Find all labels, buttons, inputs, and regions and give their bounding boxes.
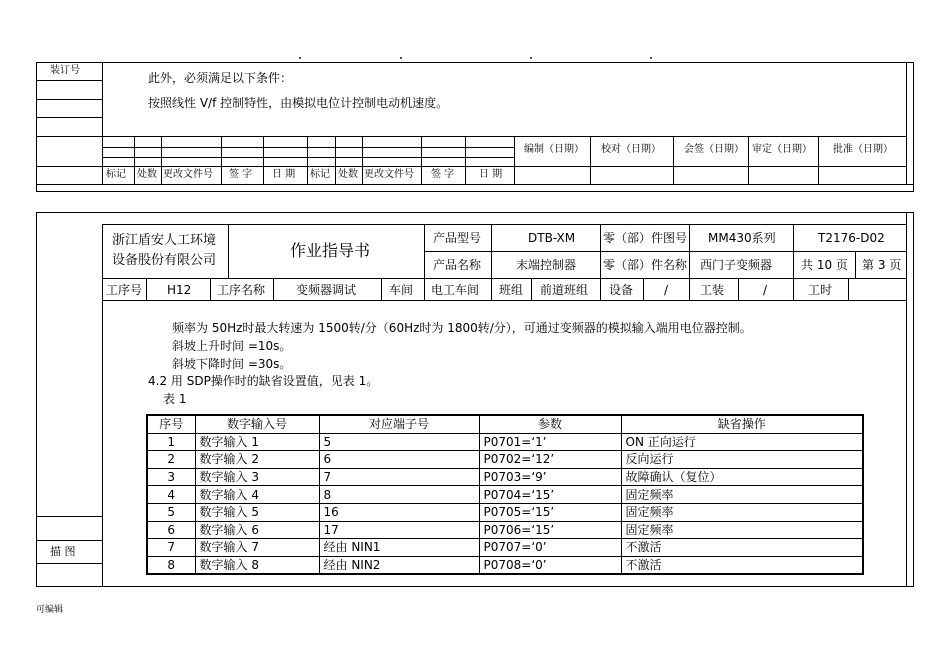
- header-rule: [689, 224, 690, 278]
- column-header: 缺省操作: [621, 415, 863, 433]
- scan-dot: [530, 57, 532, 59]
- scan-dot: [400, 57, 402, 59]
- table-cell: P0704=‘15’: [479, 486, 621, 504]
- table-cell: 7: [319, 468, 479, 486]
- revision-grid-rule: [221, 136, 222, 184]
- approval-checked: 校对（日期）: [601, 144, 661, 155]
- paragraph-frequency: 频率为 50Hz时最大转速为 1500转/分（60Hz时为 1800转/分），可通过变频器的模拟输入端用电位器控制。: [172, 321, 752, 335]
- table-cell: 3: [147, 468, 195, 486]
- table-cell: 不激活: [621, 539, 863, 557]
- table-cell: P0702=‘12’: [479, 451, 621, 469]
- process-row-rule: [600, 278, 601, 300]
- process-row-rule: [273, 278, 274, 300]
- revision-grid-rule: [263, 136, 264, 184]
- table-cell: P0708=‘0’: [479, 556, 621, 574]
- side-column-rule: [36, 516, 102, 517]
- table-cell: 不激活: [621, 556, 863, 574]
- revision-grid-rule: [102, 136, 906, 137]
- team-value: 前道班组: [540, 283, 589, 297]
- table-cell: 8: [147, 556, 195, 574]
- table-row: [147, 486, 863, 504]
- part-drawing-label: 零（部）件图号: [603, 231, 688, 245]
- header-rule: [600, 224, 601, 278]
- process-row-rule: [643, 278, 644, 300]
- table-cell: 5: [319, 433, 479, 451]
- table-header-row: [147, 415, 863, 433]
- binding-label: 装订号: [50, 65, 80, 76]
- revision-grid-rule: [102, 166, 906, 167]
- revision-label: 签 字: [431, 169, 455, 180]
- tooling-value: /: [763, 283, 768, 297]
- condition-line-2: 按照线性 V/f 控制特性，由模拟电位计控制电动机速度。: [148, 96, 449, 110]
- revision-grid-rule: [590, 136, 591, 184]
- team-label: 班组: [499, 283, 524, 297]
- binding-row-rule: [36, 166, 102, 167]
- column-header: 参数: [479, 415, 621, 433]
- scan-dot: [299, 57, 301, 59]
- revision-grid-rule: [134, 136, 135, 184]
- header-rule: [424, 224, 425, 278]
- table-row: [147, 539, 863, 557]
- tooling-label: 工装: [700, 283, 725, 297]
- revision-label: 标记: [106, 169, 126, 180]
- table-cell: 16: [319, 503, 479, 521]
- page-number: 第 3 页: [862, 258, 902, 272]
- table-cell: 7: [147, 539, 195, 557]
- doc-code: T2176-D02: [818, 231, 885, 245]
- process-name-value: 变频器调试: [296, 283, 357, 297]
- paragraph-ramp-down: 斜坡下降时间 =30s。: [172, 357, 292, 371]
- main-form-right-rule: [906, 212, 907, 587]
- table-row: [147, 468, 863, 486]
- company-name-line-2: 设备股份有限公司: [112, 253, 217, 268]
- product-model-label: 产品型号: [433, 231, 482, 245]
- labor-hours-label: 工时: [808, 283, 833, 297]
- table-cell: P0706=‘15’: [479, 521, 621, 539]
- side-column-rule: [36, 540, 102, 541]
- table-row: [147, 433, 863, 451]
- header-rule: [102, 278, 906, 279]
- table-cell: 1: [147, 433, 195, 451]
- table-row: [147, 451, 863, 469]
- table-row: [147, 521, 863, 539]
- approval-reviewed: 审定（日期）: [752, 144, 812, 155]
- top-block-bottom-rule: [36, 184, 914, 185]
- header-rule: [793, 224, 794, 278]
- table-cell: 4: [147, 486, 195, 504]
- table-cell: 数字输入 3: [195, 468, 319, 486]
- revision-label: 处数: [137, 169, 157, 180]
- table-cell: 数字输入 7: [195, 539, 319, 557]
- side-column-rule: [36, 563, 102, 564]
- part-drawing-value: MM430系列: [708, 231, 776, 245]
- header-rule: [424, 251, 906, 252]
- revision-label: 更改文件号: [163, 169, 213, 180]
- revision-grid-rule: [102, 147, 514, 148]
- default-settings-table: [146, 414, 864, 575]
- table-cell: 固定频率: [621, 521, 863, 539]
- revision-grid-rule: [102, 157, 514, 158]
- process-row-rule: [531, 278, 532, 300]
- revision-grid-rule: [421, 136, 422, 184]
- equipment-label: 设备: [609, 283, 634, 297]
- table-cell: 数字输入 6: [195, 521, 319, 539]
- revision-grid-rule: [335, 136, 336, 184]
- table-row: [147, 503, 863, 521]
- binding-row-rule: [36, 80, 102, 81]
- revision-label: 签 字: [229, 169, 253, 180]
- table-row: [147, 556, 863, 574]
- process-no-value: H12: [167, 283, 192, 297]
- column-header: 对应端子号: [319, 415, 479, 433]
- header-rule: [855, 251, 856, 278]
- header-rule: [228, 224, 229, 278]
- process-row-rule: [793, 278, 794, 300]
- process-no-label: 工序号: [106, 283, 143, 297]
- approval-approved: 批准（日期）: [833, 144, 893, 155]
- approval-countersigned: 会签（日期）: [684, 144, 744, 155]
- table-cell: 数字输入 4: [195, 486, 319, 504]
- table-cell: P0703=‘9’: [479, 468, 621, 486]
- workshop-value: 电工车间: [431, 283, 480, 297]
- header-rule: [102, 224, 906, 225]
- process-row-rule: [424, 278, 425, 300]
- process-name-label: 工序名称: [217, 283, 266, 297]
- header-rule: [491, 224, 492, 278]
- product-name-value: 末端控制器: [516, 258, 577, 272]
- table-cell: 数字输入 5: [195, 503, 319, 521]
- top-block-right-rule: [906, 62, 907, 184]
- revision-grid-rule: [161, 136, 162, 184]
- process-row-rule: [146, 278, 147, 300]
- section-heading: 4.2 用 SDP操作时的缺省设置值，见表 1。: [148, 374, 379, 388]
- part-name-value: 西门子变频器: [700, 258, 773, 272]
- table-cell: 经由 NIN1: [319, 539, 479, 557]
- revision-label: 日 期: [272, 169, 296, 180]
- header-rule: [102, 300, 906, 301]
- table-cell: 数字输入 8: [195, 556, 319, 574]
- process-row-rule: [738, 278, 739, 300]
- revision-label: 更改文件号: [364, 169, 414, 180]
- company-name-line-1: 浙江盾安人工环境: [112, 233, 217, 248]
- binding-row-rule: [36, 117, 102, 118]
- revision-grid-rule: [818, 136, 819, 184]
- revision-label: 处数: [338, 169, 358, 180]
- column-header: 序号: [147, 415, 195, 433]
- binding-row-rule: [36, 136, 102, 137]
- binding-row-rule: [36, 99, 102, 100]
- table-cell: ON 正向运行: [621, 433, 863, 451]
- table-cell: 17: [319, 521, 479, 539]
- table-cell: 固定频率: [621, 486, 863, 504]
- process-row-rule: [689, 278, 690, 300]
- revision-grid-rule: [362, 136, 363, 184]
- table-cell: 数字输入 1: [195, 433, 319, 451]
- column-header: 数字输入号: [195, 415, 319, 433]
- table-cell: 6: [319, 451, 479, 469]
- total-pages: 共 10 页: [801, 258, 848, 272]
- process-row-rule: [491, 278, 492, 300]
- table-caption: 表 1: [163, 392, 187, 406]
- condition-line-1: 此外，必须满足以下条件：: [148, 71, 293, 85]
- table-cell: 5: [147, 503, 195, 521]
- paragraph-ramp-up: 斜坡上升时间 =10s。: [172, 339, 292, 353]
- table-cell: P0707=‘0’: [479, 539, 621, 557]
- revision-label: 标记: [310, 169, 330, 180]
- process-row-rule: [381, 278, 382, 300]
- process-row-rule: [210, 278, 211, 300]
- table-cell: 8: [319, 486, 479, 504]
- revision-label: 日 期: [479, 169, 503, 180]
- table-cell: 故障确认（复位）: [621, 468, 863, 486]
- footer-editable-note: 可编辑: [36, 605, 64, 615]
- tracing-label: 描 图: [50, 545, 76, 558]
- table-cell: 2: [147, 451, 195, 469]
- revision-grid-rule: [514, 136, 515, 184]
- table-cell: 6: [147, 521, 195, 539]
- approval-compiled: 编制（日期）: [524, 144, 584, 155]
- revision-grid-rule: [748, 136, 749, 184]
- scan-dot: [650, 57, 652, 59]
- equipment-value: /: [664, 283, 669, 297]
- process-row-rule: [848, 278, 849, 300]
- table-cell: 固定频率: [621, 503, 863, 521]
- product-model-value: DTB-XM: [528, 231, 576, 245]
- table-cell: 经由 NIN2: [319, 556, 479, 574]
- revision-grid-rule: [307, 136, 308, 184]
- workshop-label: 车间: [389, 283, 414, 297]
- part-name-label: 零（部）件名称: [603, 258, 688, 272]
- revision-grid-rule: [465, 136, 466, 184]
- table-cell: 数字输入 2: [195, 451, 319, 469]
- table-cell: P0705=‘15’: [479, 503, 621, 521]
- product-name-label: 产品名称: [433, 258, 482, 272]
- table-cell: 反向运行: [621, 451, 863, 469]
- table-cell: P0701=‘1’: [479, 433, 621, 451]
- revision-grid-rule: [673, 136, 674, 184]
- doc-title: 作业指导书: [290, 241, 371, 260]
